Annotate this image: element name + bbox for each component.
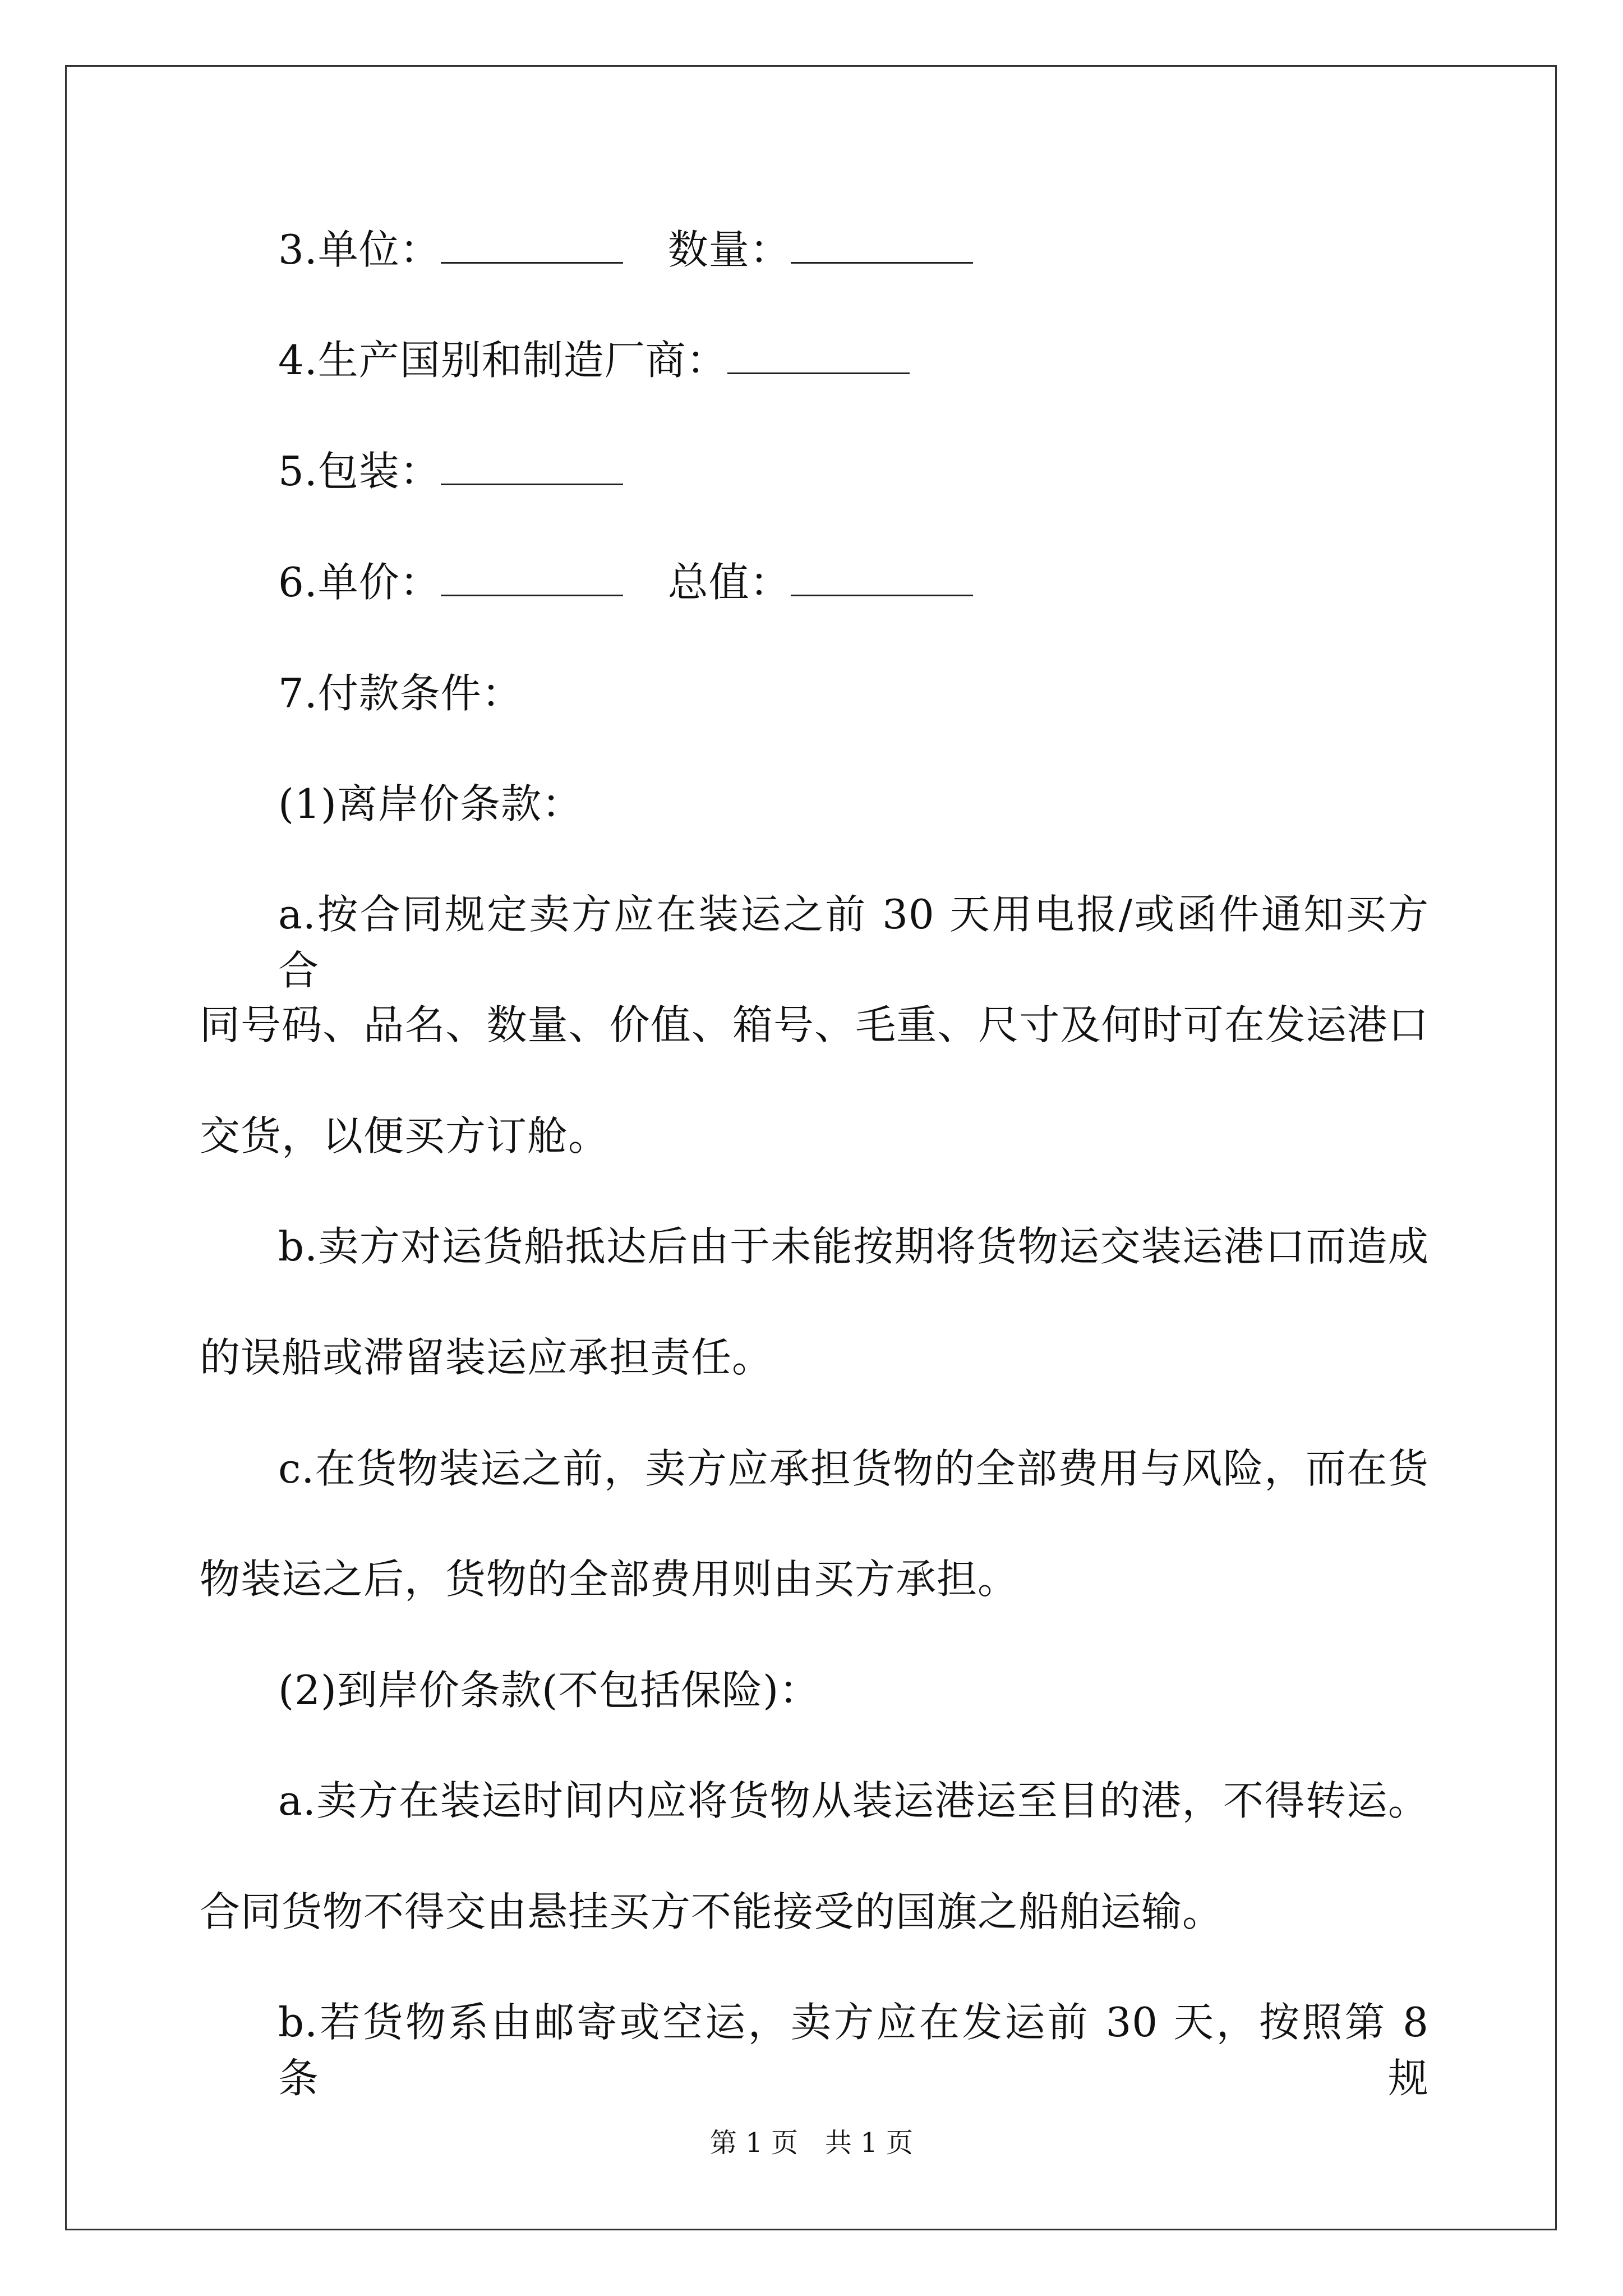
- clause-1c-line-2: 物装运之后，货物的全部费用则由买方承担。: [200, 1556, 1019, 1603]
- clause-1b-line-1: b.卖方对运货船抵达后由于未能按期将货物运交装运港口而造成: [278, 1223, 1429, 1270]
- item-7-line: 7.付款条件：: [278, 670, 523, 717]
- clause-1b-line-2: 的误船或滞留装运应承担责任。: [200, 1334, 773, 1381]
- quantity-label: 数量：: [667, 226, 791, 273]
- unit-label: 3.单位：: [278, 226, 441, 273]
- quantity-blank: [791, 227, 973, 264]
- clause-2a-line-2: 合同货物不得交由悬挂买方不能接受的国旗之船舶运输。: [200, 1888, 1224, 1935]
- unit-blank: [441, 227, 623, 264]
- item-4-line: [278, 332, 955, 388]
- unit-price-blank: [441, 560, 623, 596]
- clause-2-heading: (2)到岸价条款(不包括保险)：: [278, 1667, 820, 1714]
- unit-price-label: 6.单价：: [278, 559, 441, 606]
- packing-blank: [441, 449, 623, 485]
- total-value-blank: [791, 560, 973, 596]
- packing-label: 5.包装：: [278, 448, 441, 495]
- item-5-line: [278, 443, 668, 499]
- page-footer: 第 1 页 共 1 页: [709, 2127, 914, 2159]
- clause-2b-line-1: b.若货物系由邮寄或空运，卖方应在发运前 30 天，按照第 8 条规: [278, 1999, 1429, 2102]
- clause-1a-line-2: 同号码、品名、数量、价值、箱号、毛重、尺寸及何时可在发运港口: [200, 1001, 1429, 1048]
- clause-1c-line-1: c.在货物装运之前，卖方应承担货物的全部费用与风险，而在货: [278, 1445, 1429, 1492]
- clause-1-heading: (1)离岸价条款：: [278, 780, 583, 827]
- item-3-line: [278, 222, 1018, 278]
- total-value-label: 总值：: [667, 559, 791, 606]
- clause-2a-line-1: a.卖方在装运时间内应将货物从装运港运至目的港，不得转运。: [278, 1777, 1429, 1824]
- manufacturer-label: 4.生产国别和制造厂商：: [278, 337, 727, 384]
- manufacturer-blank: [727, 338, 910, 374]
- clause-1a-line-1: a.按合同规定卖方应在装运之前 30 天用电报/或函件通知买方合: [278, 891, 1429, 994]
- item-6-line: [278, 554, 1018, 610]
- clause-1a-line-3: 交货，以便买方订舱。: [200, 1112, 610, 1159]
